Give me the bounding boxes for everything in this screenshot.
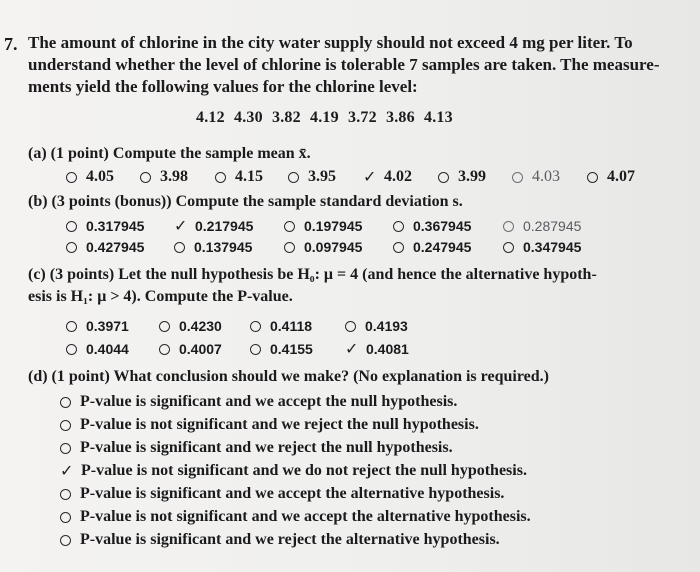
part-b-option-4[interactable] [393, 218, 471, 234]
part-a-option-6[interactable] [438, 168, 486, 186]
radio-circle-icon [174, 242, 185, 253]
part-b-option-1[interactable] [66, 218, 144, 234]
checkmark-icon: ✓ [174, 216, 188, 235]
radio-circle-icon [60, 443, 71, 454]
part-c-option-label: 0.4118 [270, 318, 313, 334]
part-a-option-label: 3.99 [458, 168, 486, 185]
radio-circle-icon [60, 535, 71, 546]
part-a-option-4[interactable] [288, 168, 336, 186]
part-a-option-1[interactable] [66, 168, 114, 186]
part-c-option-label: 0.4081 [366, 341, 409, 357]
part-d-option-2[interactable] [60, 416, 479, 434]
part-c-option-label: 0.4007 [179, 341, 222, 357]
radio-circle-icon [66, 221, 77, 232]
part-c-option-4[interactable] [345, 318, 408, 334]
radio-circle-icon [512, 172, 523, 183]
part-d-option-6[interactable] [60, 508, 531, 526]
part-b-option-label: 0.367945 [413, 218, 472, 234]
part-b-option-label: 0.287945 [523, 218, 582, 234]
radio-circle-icon [140, 172, 151, 183]
part-a-option-label: 3.98 [160, 168, 188, 185]
part-c-option-label: 0.3971 [86, 318, 129, 334]
radio-circle-icon [288, 172, 299, 183]
question-line-2: understand whether the level of chlorine is tolerable 7 samples are taken. The measure- [28, 55, 660, 74]
part-a-option-3[interactable] [215, 168, 263, 186]
part-c-option-3[interactable] [250, 318, 312, 334]
radio-circle-icon [393, 242, 404, 253]
part-d-option-1[interactable] [60, 393, 457, 411]
part-d-option-4-selected[interactable] [60, 462, 527, 480]
part-b-option-label: 0.217945 [195, 218, 254, 234]
part-d-option-label: P-value is significant and we accept the null hypothesis. [80, 393, 458, 410]
radio-circle-icon [503, 242, 514, 253]
radio-circle-icon [159, 321, 170, 332]
part-b-prompt: (b) (3 points (bonus)) Compute the sample standard deviation s. [28, 193, 463, 210]
radio-circle-icon [66, 344, 77, 355]
question-line-3: ments yield the following values for the chlorine level: [28, 77, 418, 96]
part-c-option-label: 0.4230 [179, 318, 222, 334]
part-a-option-label: 4.05 [86, 168, 114, 185]
radio-circle-icon [284, 242, 295, 253]
radio-circle-icon [159, 344, 170, 355]
part-c-option-6[interactable] [159, 341, 222, 357]
part-b-option-3[interactable] [284, 218, 362, 234]
radio-circle-icon [345, 321, 356, 332]
part-b-option-8[interactable] [284, 239, 362, 255]
part-a-option-8[interactable] [587, 168, 635, 186]
part-c-option-label: 0.4193 [365, 318, 408, 334]
part-c-option-8-selected[interactable] [345, 341, 409, 357]
part-a-option-5-selected[interactable] [363, 168, 412, 186]
radio-circle-icon [60, 512, 71, 523]
radio-circle-icon [284, 221, 295, 232]
radio-circle-icon [438, 172, 449, 183]
part-b-option-label: 0.347945 [523, 239, 582, 255]
part-b-option-2-selected[interactable] [174, 218, 253, 234]
radio-circle-icon [60, 489, 71, 500]
part-c-line-1: (c) (3 points) Let the null hypothesis be H₀: μ = 4 (and hence the alternative hypoth- [28, 266, 597, 283]
part-b-option-label: 0.247945 [413, 239, 472, 255]
part-b-option-9[interactable] [393, 239, 471, 255]
radio-circle-icon [250, 344, 261, 355]
part-a-option-label: 3.95 [308, 168, 336, 185]
part-d-option-3[interactable] [60, 439, 453, 457]
checkmark-icon: ✓ [345, 339, 359, 358]
part-a-option-label: 4.02 [384, 168, 412, 185]
part-b-option-label: 0.197945 [304, 218, 363, 234]
part-c-option-label: 0.4044 [86, 341, 129, 357]
part-d-option-5[interactable] [60, 485, 504, 503]
part-d-option-label: P-value is significant and we reject the alternative hypothesis. [80, 531, 500, 548]
part-d-option-label: P-value is not significant and we do not reject the null hypothesis. [81, 462, 527, 479]
part-b-option-label: 0.317945 [86, 218, 145, 234]
radio-circle-icon [393, 221, 404, 232]
part-b-option-label: 0.427945 [86, 239, 145, 255]
radio-circle-icon [60, 420, 71, 431]
part-c-option-7[interactable] [250, 341, 313, 357]
part-b-option-7[interactable] [174, 239, 252, 255]
part-b-option-6[interactable] [66, 239, 144, 255]
part-d-option-label: P-value is not significant and we reject the null hypothesis. [80, 416, 479, 433]
part-d-option-7[interactable] [60, 531, 500, 549]
part-a-option-label: 4.07 [607, 168, 635, 185]
radio-circle-icon [250, 321, 261, 332]
part-b-option-10[interactable] [503, 239, 581, 255]
radio-circle-icon [503, 221, 514, 232]
part-c-option-2[interactable] [159, 318, 222, 334]
part-d-option-label: P-value is significant and we accept the alternative hypothesis. [80, 485, 505, 502]
radio-circle-icon [66, 172, 77, 183]
part-a-option-label: 4.03 [532, 168, 560, 185]
radio-circle-icon [66, 321, 77, 332]
part-a-option-label: 4.15 [235, 168, 263, 185]
part-a-option-2[interactable] [140, 168, 188, 186]
part-b-option-5[interactable] [503, 218, 581, 234]
part-b-option-label: 0.137945 [194, 239, 253, 255]
checkmark-icon: ✓ [363, 167, 377, 186]
radio-circle-icon [60, 397, 71, 408]
part-c-option-label: 0.4155 [270, 341, 313, 357]
part-c-option-1[interactable] [66, 318, 129, 334]
part-b-option-label: 0.097945 [304, 239, 363, 255]
part-d-option-label: P-value is not significant and we accept the alternative hypothesis. [80, 508, 531, 525]
question-line-1: The amount of chlorine in the city water supply should not exceed 4 mg per liter. To [28, 33, 633, 52]
checkmark-icon: ✓ [60, 461, 74, 480]
sample-values: 4.12 4.30 3.82 4.19 3.72 3.86 4.13 [196, 109, 453, 126]
part-a-option-7[interactable] [512, 168, 560, 186]
radio-circle-icon [66, 242, 77, 253]
part-d-prompt: (d) (1 point) What conclusion should we make? (No explanation is required.) [28, 368, 549, 385]
part-c-line-2: esis is H₁: μ > 4). Compute the P-value. [28, 288, 293, 305]
part-a-prompt: (a) (1 point) Compute the sample mean x̄. [28, 145, 311, 162]
radio-circle-icon [587, 172, 598, 183]
question-number: 7. [4, 34, 18, 54]
part-c-option-5[interactable] [66, 341, 129, 357]
radio-circle-icon [215, 172, 226, 183]
part-d-option-label: P-value is significant and we reject the null hypothesis. [80, 439, 453, 456]
